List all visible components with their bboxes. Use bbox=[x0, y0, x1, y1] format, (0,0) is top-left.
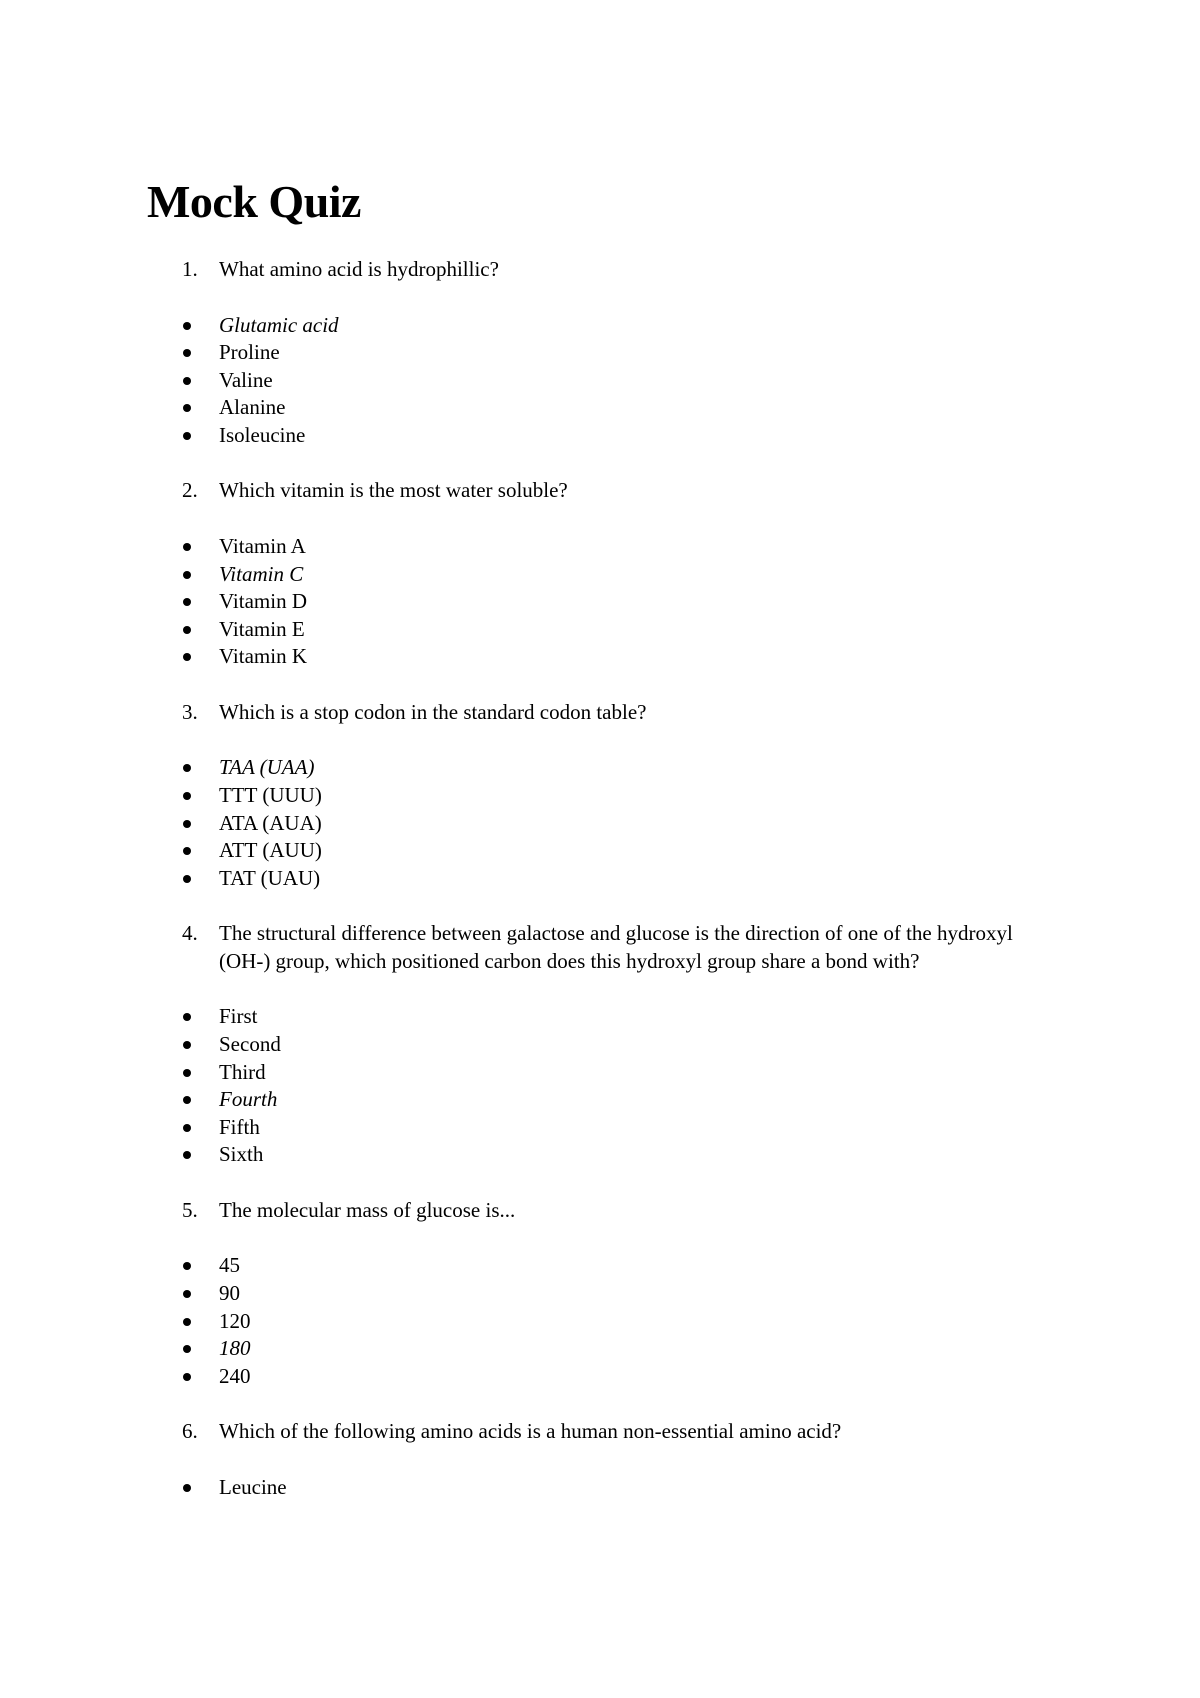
option-item bbox=[0, 1086, 1200, 1114]
question-block bbox=[0, 1197, 1200, 1390]
bullet-icon bbox=[183, 653, 191, 661]
option-label: Vitamin D bbox=[219, 589, 307, 614]
option-label: Vitamin K bbox=[219, 644, 307, 669]
question-text bbox=[0, 1418, 1049, 1446]
option-item bbox=[0, 754, 1200, 782]
bullet-icon bbox=[183, 875, 191, 883]
option-label: Third bbox=[219, 1059, 266, 1084]
option-label: ATT (AUU) bbox=[219, 838, 322, 863]
option-label: Vitamin E bbox=[219, 616, 305, 641]
bullet-icon bbox=[183, 1373, 191, 1381]
bullet-icon bbox=[183, 432, 191, 440]
option-label: Leucine bbox=[219, 1474, 287, 1499]
question-block bbox=[0, 256, 1200, 449]
option-label: 180 bbox=[219, 1336, 251, 1361]
bullet-icon bbox=[183, 1262, 191, 1270]
option-item bbox=[0, 422, 1200, 450]
bullet-icon bbox=[183, 1013, 191, 1021]
bullet-icon bbox=[183, 626, 191, 634]
option-list bbox=[0, 1003, 1200, 1169]
question-number: 6. bbox=[182, 1419, 198, 1444]
question-label: The molecular mass of glucose is... bbox=[219, 1197, 516, 1222]
question-block bbox=[0, 699, 1200, 892]
option-item bbox=[0, 1141, 1200, 1169]
option-item bbox=[0, 782, 1200, 810]
option-item bbox=[0, 561, 1200, 589]
option-label: Fifth bbox=[219, 1114, 260, 1139]
option-label: Second bbox=[219, 1032, 281, 1056]
option-item bbox=[0, 367, 1200, 395]
option-label: Vitamin C bbox=[219, 561, 304, 586]
option-label: Glutamic acid bbox=[219, 312, 339, 337]
option-item bbox=[0, 312, 1200, 340]
option-list bbox=[0, 312, 1200, 450]
bullet-icon bbox=[183, 1318, 191, 1326]
bullet-icon bbox=[183, 404, 191, 412]
question-number: 1. bbox=[182, 257, 198, 281]
option-label: TAA (UAA) bbox=[219, 755, 315, 780]
bullet-icon bbox=[183, 322, 191, 330]
option-list bbox=[0, 533, 1200, 671]
option-label: Alanine bbox=[219, 395, 286, 420]
option-label: Sixth bbox=[219, 1142, 264, 1167]
question-label: What amino acid is hydrophillic? bbox=[219, 257, 499, 281]
question-label: Which is a stop codon in the standard codon table? bbox=[219, 699, 647, 724]
option-item bbox=[0, 1031, 1200, 1059]
option-label: Fourth bbox=[219, 1087, 278, 1112]
option-item bbox=[0, 865, 1200, 893]
page-title: Mock Quiz bbox=[147, 176, 361, 227]
bullet-icon bbox=[183, 1124, 191, 1132]
option-item bbox=[0, 1280, 1200, 1308]
bullet-icon bbox=[183, 1041, 191, 1049]
question-label: Which of the following amino acids is a human non-essential amino acid? bbox=[219, 1419, 842, 1444]
option-item bbox=[0, 810, 1200, 838]
option-label: Proline bbox=[219, 340, 280, 365]
option-label: TAT (UAU) bbox=[219, 865, 321, 890]
bullet-icon bbox=[183, 1069, 191, 1077]
question-text bbox=[0, 256, 1049, 284]
question-label: The structural difference between galactose and glucose is the direction of one of the hydroxyl (OH-) group, which positioned carbon does this hydroxyl group share a bond with? bbox=[219, 921, 1013, 973]
bullet-icon bbox=[183, 1290, 191, 1298]
bullet-icon bbox=[183, 1096, 191, 1104]
option-item bbox=[0, 588, 1200, 616]
question-label: Which vitamin is the most water soluble? bbox=[219, 478, 568, 503]
question-text bbox=[0, 1197, 1049, 1225]
bullet-icon bbox=[183, 1484, 191, 1492]
question-text bbox=[0, 699, 1049, 727]
option-list bbox=[0, 1252, 1200, 1390]
bullet-icon bbox=[183, 820, 191, 828]
option-label: Vitamin A bbox=[219, 533, 306, 558]
option-label: TTT (UUU) bbox=[219, 783, 322, 808]
option-item bbox=[0, 1308, 1200, 1336]
option-label: Valine bbox=[219, 367, 273, 392]
bullet-icon bbox=[183, 792, 191, 800]
question-block bbox=[0, 920, 1200, 1169]
option-item bbox=[0, 1252, 1200, 1280]
question-list bbox=[0, 256, 1200, 1530]
option-item bbox=[0, 616, 1200, 644]
option-item bbox=[0, 1363, 1200, 1391]
bullet-icon bbox=[183, 764, 191, 772]
question-number: 4. bbox=[182, 921, 198, 946]
bullet-icon bbox=[183, 1151, 191, 1159]
option-label: 90 bbox=[219, 1281, 240, 1306]
option-item bbox=[0, 1335, 1200, 1363]
question-block bbox=[0, 477, 1200, 670]
option-item bbox=[0, 837, 1200, 865]
question-text bbox=[0, 920, 1049, 975]
option-label: ATA (AUA) bbox=[219, 810, 322, 835]
option-label: 45 bbox=[219, 1253, 240, 1278]
option-item bbox=[0, 643, 1200, 671]
option-item bbox=[0, 339, 1200, 367]
question-text bbox=[0, 477, 1049, 505]
option-item bbox=[0, 394, 1200, 422]
bullet-icon bbox=[183, 847, 191, 855]
option-item bbox=[0, 1114, 1200, 1142]
option-item bbox=[0, 1474, 1200, 1502]
bullet-icon bbox=[183, 598, 191, 606]
option-item bbox=[0, 1059, 1200, 1087]
bullet-icon bbox=[183, 377, 191, 385]
option-item bbox=[0, 533, 1200, 561]
question-number: 2. bbox=[182, 478, 198, 503]
question-number: 5. bbox=[182, 1197, 198, 1222]
question-block bbox=[0, 1418, 1200, 1501]
bullet-icon bbox=[183, 349, 191, 357]
bullet-icon bbox=[183, 571, 191, 579]
option-label: 240 bbox=[219, 1363, 251, 1388]
option-list bbox=[0, 1474, 1200, 1502]
question-number: 3. bbox=[182, 699, 198, 724]
bullet-icon bbox=[183, 543, 191, 551]
option-label: First bbox=[219, 1004, 258, 1029]
option-item bbox=[0, 1003, 1200, 1031]
option-label: 120 bbox=[219, 1308, 251, 1333]
bullet-icon bbox=[183, 1345, 191, 1353]
option-label: Isoleucine bbox=[219, 422, 306, 447]
option-list bbox=[0, 754, 1200, 892]
